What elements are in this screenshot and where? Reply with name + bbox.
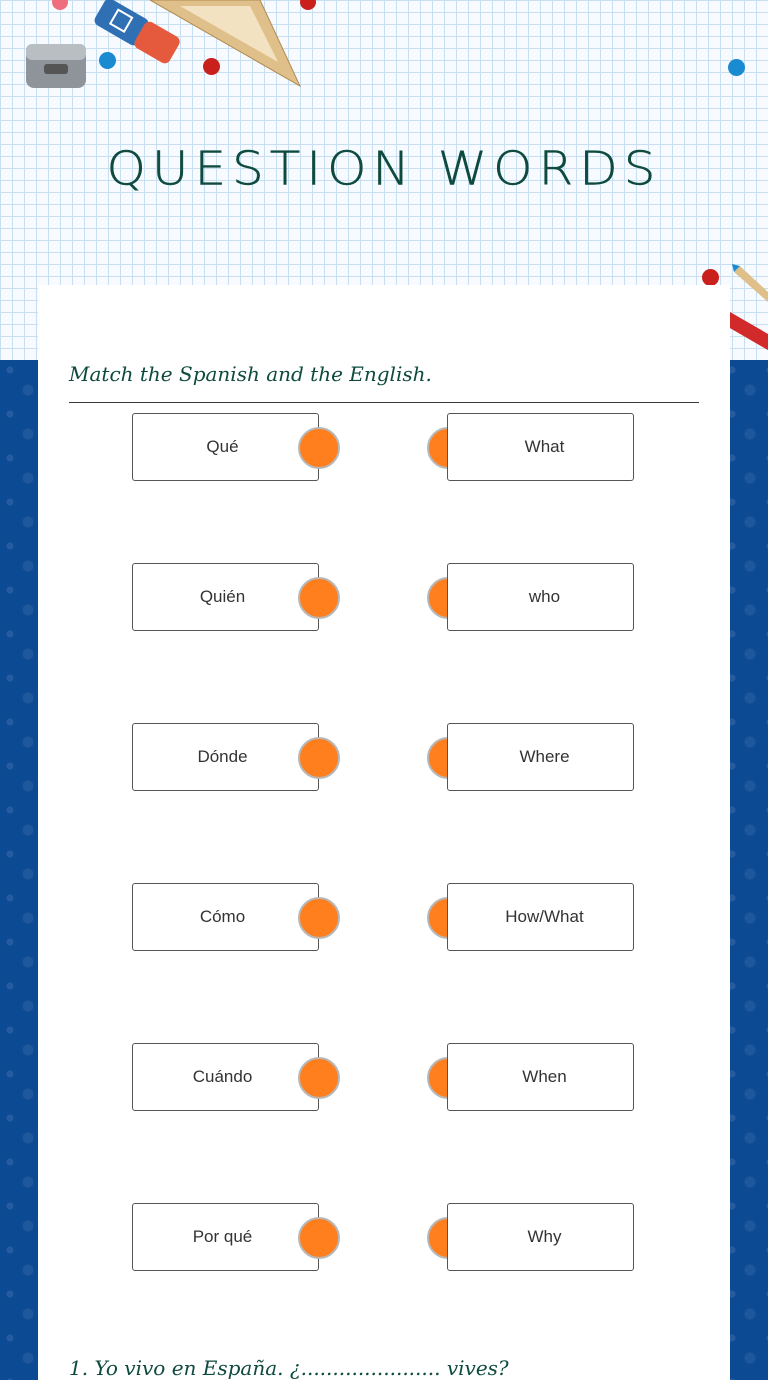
- spanish-match-box[interactable]: [132, 723, 319, 791]
- english-match-box[interactable]: [447, 1203, 634, 1271]
- blue-pin: [728, 59, 745, 76]
- english-match-box[interactable]: [447, 723, 634, 791]
- pencil-icon: [730, 262, 768, 352]
- spanish-match-box[interactable]: [132, 883, 319, 951]
- left-match-dot[interactable]: [298, 427, 340, 469]
- spanish-match-box[interactable]: [132, 563, 319, 631]
- english-word: What: [524, 437, 565, 456]
- sharpener-icon: [22, 38, 90, 94]
- left-match-dot[interactable]: [298, 1217, 340, 1259]
- spanish-word: Qué: [206, 437, 239, 456]
- left-match-dot[interactable]: [298, 737, 340, 779]
- english-match-box[interactable]: [447, 563, 634, 631]
- english-word: How/What: [505, 907, 584, 926]
- red-pin: [203, 58, 220, 75]
- left-match-dot[interactable]: [298, 897, 340, 939]
- blue-pin: [99, 52, 116, 69]
- english-match-box[interactable]: [447, 1043, 634, 1111]
- left-match-dot[interactable]: [298, 577, 340, 619]
- english-word: who: [528, 587, 561, 606]
- divider: [69, 402, 699, 403]
- question-1-text: 1. Yo vivo en España. ¿...................... vives?: [69, 1356, 509, 1380]
- english-word: Where: [519, 747, 570, 766]
- spanish-word: Dónde: [197, 747, 248, 766]
- english-match-box[interactable]: [447, 883, 634, 951]
- english-word: When: [522, 1067, 567, 1086]
- spanish-word: Quién: [199, 587, 246, 606]
- spanish-match-box[interactable]: [132, 413, 319, 481]
- ruler-icon: [150, 0, 310, 90]
- spanish-word: Por qué: [192, 1227, 253, 1246]
- red-pin: [702, 269, 719, 286]
- english-match-box[interactable]: [447, 413, 634, 481]
- english-word: Why: [527, 1227, 562, 1246]
- spanish-word: Cuándo: [192, 1067, 253, 1086]
- spanish-match-box[interactable]: [132, 1203, 319, 1271]
- instruction-text: Match the Spanish and the English.: [69, 362, 432, 386]
- spanish-match-box[interactable]: [132, 1043, 319, 1111]
- left-match-dot[interactable]: [298, 1057, 340, 1099]
- spanish-word: Cómo: [199, 907, 246, 926]
- page-title: QUESTION WORDS: [106, 142, 662, 196]
